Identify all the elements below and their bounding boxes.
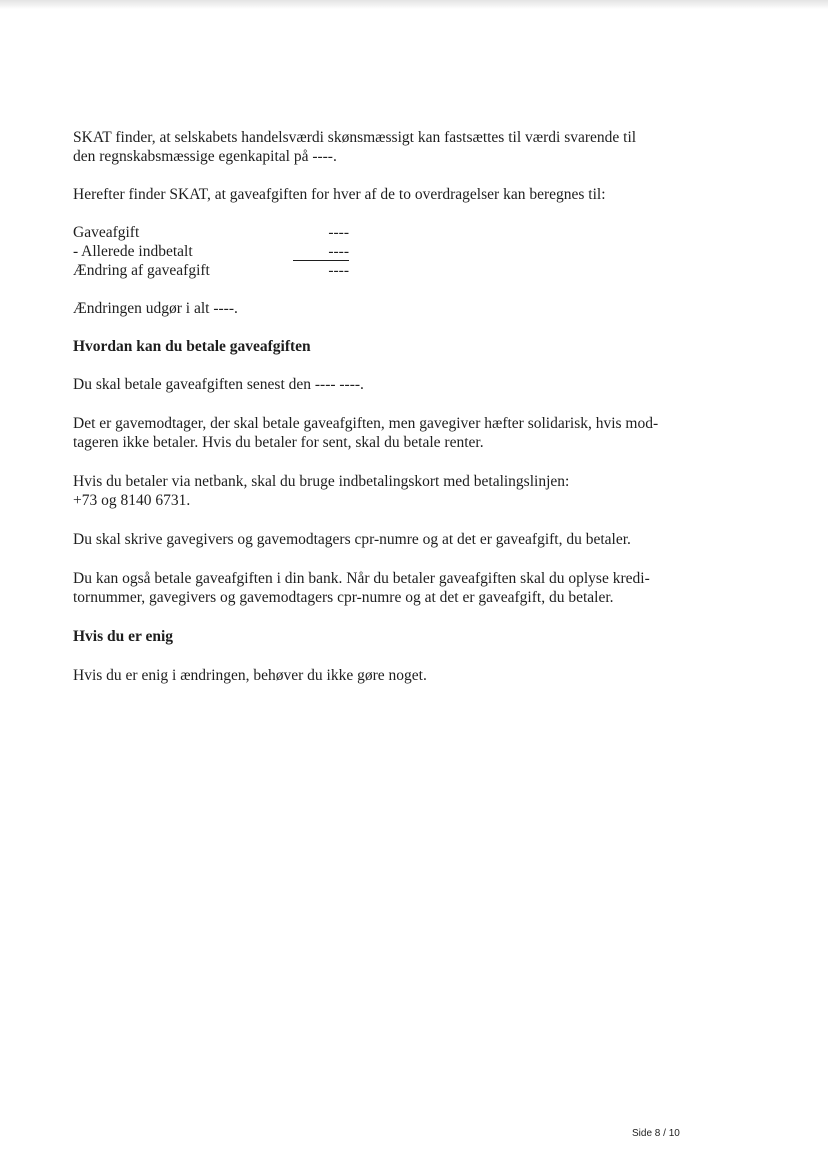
bank-paragraph: [73, 569, 713, 607]
agree-heading: Hvis du er enig: [73, 628, 174, 645]
netbank-line-2: +73 og 8140 6731.: [73, 492, 191, 509]
calc-amount: ----: [293, 243, 349, 261]
liability-paragraph: [73, 414, 713, 452]
calc-row-already-paid: [73, 242, 349, 261]
calc-row-gift-tax: [73, 223, 349, 242]
calc-row-change: [73, 261, 349, 280]
liability-line-1: Det er gavemodtager, der skal betale gaveafgiften, men gavegiver hæfter solidarisk, hvis mod-: [73, 415, 659, 432]
payment-heading: Hvordan kan du betale gaveafgiften: [73, 338, 311, 355]
calc-amount: ----: [328, 262, 349, 279]
valuation-line-1: SKAT finder, at selskabets handelsværdi skønsmæssigt kan fastsættes til værdi svarende til: [73, 129, 637, 146]
calc-label: Gaveafgift: [73, 224, 140, 241]
document-page: [73, 128, 713, 685]
calc-amount: ----: [328, 224, 349, 241]
calculation-intro: Herefter finder SKAT, at gaveafgiften for hver af de to overdragelser kan beregnes til:: [73, 186, 606, 203]
valuation-line-2: den regnskabsmæssige egenkapital på ----.: [73, 148, 337, 165]
valuation-paragraph: [73, 128, 713, 166]
scan-top-edge: [0, 0, 828, 9]
bank-line-1: Du kan også betale gaveafgiften i din bank. Når du betaler gaveafgiften skal du oplyse kredi-: [73, 570, 650, 587]
netbank-line-1: Hvis du betaler via netbank, skal du bruge indbetalingskort med betalingslinjen:: [73, 473, 570, 490]
liability-line-2: tageren ikke betaler. Hvis du betaler for sent, skal du betale renter.: [73, 434, 484, 451]
agree-paragraph: Hvis du er enig i ændringen, behøver du ikke gøre noget.: [73, 667, 427, 684]
total-change-paragraph: Ændringen udgør i alt ----.: [73, 300, 238, 317]
deadline-paragraph: Du skal betale gaveafgiften senest den ---- ----.: [73, 376, 364, 393]
gift-tax-calculation: [73, 223, 349, 280]
netbank-paragraph: [73, 472, 713, 510]
calc-label: - Allerede indbetalt: [73, 243, 193, 260]
page-number: Side 8 / 10: [632, 1128, 680, 1139]
calc-label: Ændring af gaveafgift: [73, 262, 210, 279]
cpr-paragraph: Du skal skrive gavegivers og gavemodtagers cpr-numre og at det er gaveafgift, du betaler.: [73, 531, 631, 548]
bank-line-2: tornummer, gavegivers og gavemodtagers cpr-numre og at det er gaveafgift, du betaler.: [73, 589, 614, 606]
